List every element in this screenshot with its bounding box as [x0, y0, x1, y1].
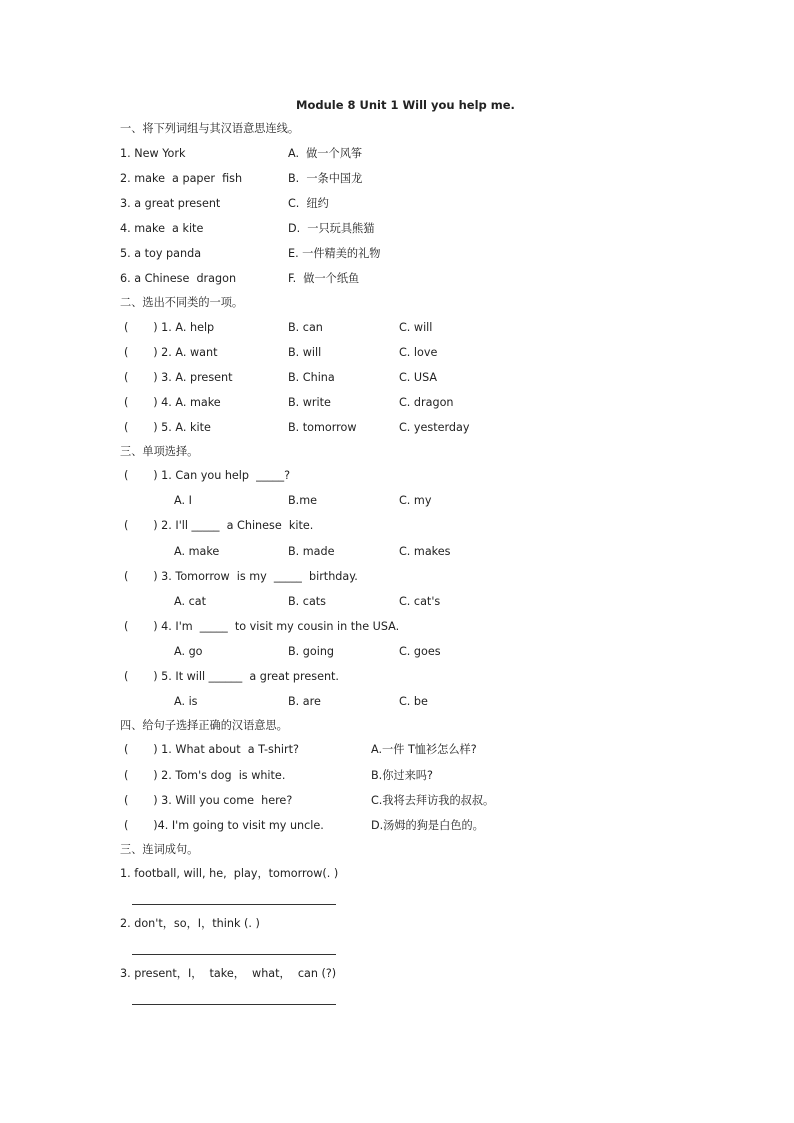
option-b: B.me: [288, 494, 318, 507]
odd-one-out-question: ( ) 3. A. present: [124, 371, 233, 384]
match-right: B. 一条中国龙: [288, 172, 363, 185]
choice-question: ( ) 4. I'm _____ to visit my cousin in the USA.: [124, 620, 400, 633]
translation-question: ( ) 1. What about a T-shirt?: [124, 743, 299, 756]
match-left: 5. a toy panda: [120, 247, 202, 260]
section-4-heading: 四、给句子选择正确的汉语意思。: [120, 719, 288, 732]
option-c: C. USA: [399, 371, 438, 384]
option-a: A. is: [174, 695, 198, 708]
option-a: A. cat: [174, 595, 206, 608]
word-order-question: 3. present，I， take， what， can (?): [120, 967, 337, 980]
option-c: C. makes: [399, 545, 451, 558]
translation-answer: D.汤姆的狗是白色的。: [371, 819, 484, 832]
word-order-question: 1. football, will, he, play，tomorrow(. ): [120, 867, 339, 880]
translation-answer: A.一件 T恤衫怎么样?: [371, 743, 477, 756]
word-order-question: 2. don't，so，I，think (. ): [120, 917, 260, 930]
section-3-heading: 三、单项选择。: [120, 445, 199, 458]
option-b: B. tomorrow: [288, 421, 357, 434]
match-right: F. 做一个纸鱼: [288, 272, 360, 285]
translation-answer: C.我将去拜访我的叔叔。: [371, 794, 495, 807]
option-b: B. will: [288, 346, 322, 359]
match-left: 6. a Chinese dragon: [120, 272, 237, 285]
match-left: 4. make a kite: [120, 222, 204, 235]
translation-question: ( ) 2. Tom's dog is white.: [124, 769, 286, 782]
option-a: A. I: [174, 494, 192, 507]
option-b: B. can: [288, 321, 323, 334]
translation-question: ( ) 3. Will you come here?: [124, 794, 293, 807]
option-b: B. China: [288, 371, 335, 384]
choice-question: ( ) 3. Tomorrow is my _____ birthday.: [124, 570, 358, 583]
choice-question: ( ) 1. Can you help _____?: [124, 469, 291, 482]
option-a: A. make: [174, 545, 220, 558]
option-c: C. my: [399, 494, 432, 507]
option-b: B. going: [288, 645, 335, 658]
option-c: C. cat's: [399, 595, 441, 608]
option-c: C. love: [399, 346, 438, 359]
option-c: C. dragon: [399, 396, 454, 409]
answer-line[interactable]: [132, 954, 336, 955]
option-c: C. yesterday: [399, 421, 470, 434]
option-c: C. be: [399, 695, 428, 708]
match-right: D. 一只玩具熊猫: [288, 222, 375, 235]
choice-question: ( ) 2. I'll _____ a Chinese kite.: [124, 519, 314, 532]
section-5-heading: 三、连词成句。: [120, 843, 199, 856]
odd-one-out-question: ( ) 1. A. help: [124, 321, 215, 334]
answer-line[interactable]: [132, 904, 336, 905]
odd-one-out-question: ( ) 5. A. kite: [124, 421, 211, 434]
match-right: A. 做一个风筝: [288, 147, 363, 160]
match-left: 1. New York: [120, 147, 186, 160]
option-b: B. cats: [288, 595, 327, 608]
odd-one-out-question: ( ) 4. A. make: [124, 396, 221, 409]
odd-one-out-question: ( ) 2. A. want: [124, 346, 218, 359]
option-b: B. write: [288, 396, 331, 409]
option-b: B. made: [288, 545, 335, 558]
option-b: B. are: [288, 695, 321, 708]
match-right: E. 一件精美的礼物: [288, 247, 381, 260]
section-2-heading: 二、选出不同类的一项。: [120, 296, 244, 309]
section-1-heading: 一、将下列词组与其汉语意思连线。: [120, 122, 300, 135]
option-c: C. goes: [399, 645, 441, 658]
page-title: Module 8 Unit 1 Will you help me.: [296, 98, 515, 112]
match-left: 3. a great present: [120, 197, 221, 210]
option-c: C. will: [399, 321, 433, 334]
match-right: C. 纽约: [288, 197, 329, 210]
match-left: 2. make a paper fish: [120, 172, 243, 185]
translation-question: ( )4. I'm going to visit my uncle.: [124, 819, 324, 832]
answer-line[interactable]: [132, 1004, 336, 1005]
option-a: A. go: [174, 645, 203, 658]
choice-question: ( ) 5. It will ______ a great present.: [124, 670, 339, 683]
translation-answer: B.你过来吗?: [371, 769, 433, 782]
